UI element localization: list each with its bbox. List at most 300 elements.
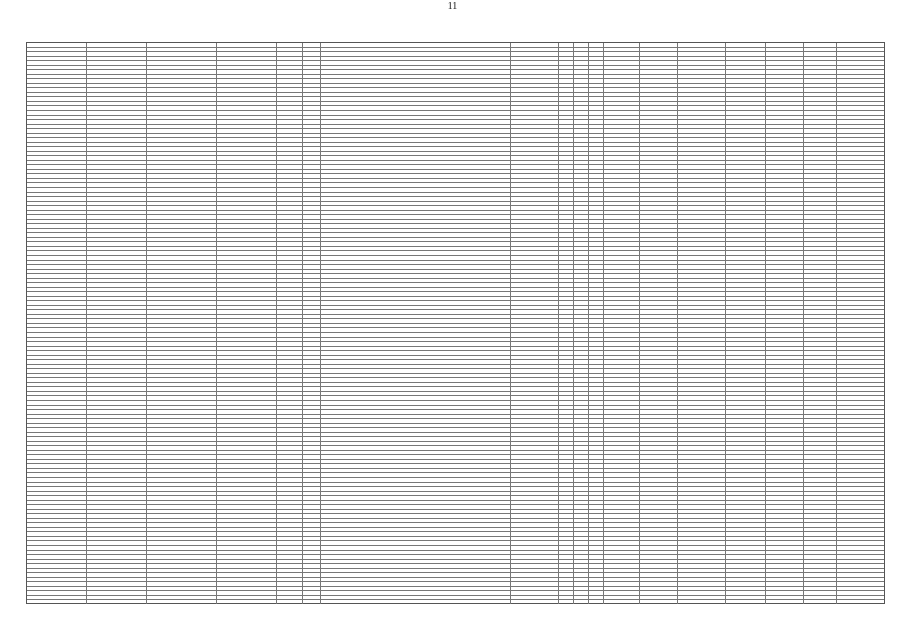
table-cell xyxy=(303,360,321,364)
table-cell xyxy=(217,120,277,124)
table-cell xyxy=(303,600,321,604)
table-cell xyxy=(559,560,574,564)
table-cell xyxy=(640,523,678,527)
table-cell xyxy=(640,147,678,151)
table-cell xyxy=(804,129,837,133)
table-cell xyxy=(837,442,884,446)
table-cell xyxy=(604,106,640,110)
table-cell xyxy=(147,451,217,455)
table-cell xyxy=(559,319,574,323)
table-cell xyxy=(640,111,678,115)
table-cell xyxy=(640,220,678,224)
table-cell xyxy=(589,487,604,491)
table-cell xyxy=(726,564,766,568)
table-cell xyxy=(147,541,217,545)
table-cell xyxy=(804,451,837,455)
table-cell xyxy=(87,433,147,437)
table-cell xyxy=(559,324,574,328)
table-cell xyxy=(589,338,604,342)
table-cell xyxy=(726,120,766,124)
table-cell xyxy=(277,541,303,545)
table-cell xyxy=(147,532,217,536)
table-cell xyxy=(726,492,766,496)
table-cell xyxy=(147,510,217,514)
table-cell xyxy=(303,483,321,487)
table-cell xyxy=(559,582,574,586)
table-cell xyxy=(678,442,726,446)
table-cell xyxy=(147,442,217,446)
table-cell xyxy=(804,61,837,65)
table-cell xyxy=(678,120,726,124)
table-cell xyxy=(678,265,726,269)
table-cell xyxy=(574,270,589,274)
table-cell xyxy=(604,437,640,441)
table-cell xyxy=(321,333,511,337)
table-cell xyxy=(604,70,640,74)
table-cell xyxy=(678,378,726,382)
table-cell xyxy=(87,52,147,56)
table-cell xyxy=(147,233,217,237)
table-cell xyxy=(87,460,147,464)
table-cell xyxy=(217,347,277,351)
table-cell xyxy=(277,147,303,151)
table-cell xyxy=(837,487,884,491)
table-cell xyxy=(640,415,678,419)
table-cell xyxy=(277,356,303,360)
table-cell xyxy=(678,233,726,237)
table-cell xyxy=(589,519,604,523)
table-cell xyxy=(804,179,837,183)
table-cell xyxy=(804,79,837,83)
table-cell xyxy=(640,88,678,92)
table-cell xyxy=(277,66,303,70)
table-cell xyxy=(277,424,303,428)
table-cell xyxy=(766,138,804,142)
table-cell xyxy=(559,487,574,491)
table-cell xyxy=(640,310,678,314)
table-cell xyxy=(511,410,559,414)
table-cell xyxy=(678,129,726,133)
table-cell xyxy=(804,202,837,206)
table-cell xyxy=(766,197,804,201)
table-cell xyxy=(726,315,766,319)
table-cell xyxy=(804,396,837,400)
table-cell xyxy=(640,483,678,487)
table-cell xyxy=(27,600,87,604)
table-cell xyxy=(804,401,837,405)
table-cell xyxy=(589,84,604,88)
table-cell xyxy=(604,156,640,160)
table-cell xyxy=(726,365,766,369)
table-cell xyxy=(147,478,217,482)
table-cell xyxy=(604,487,640,491)
table-cell xyxy=(147,52,217,56)
table-cell xyxy=(726,546,766,550)
table-cell xyxy=(147,97,217,101)
table-cell xyxy=(277,120,303,124)
table-cell xyxy=(640,283,678,287)
table-cell xyxy=(277,102,303,106)
table-cell xyxy=(217,483,277,487)
table-cell xyxy=(321,578,511,582)
table-cell xyxy=(804,419,837,423)
table-cell xyxy=(27,174,87,178)
table-cell xyxy=(640,156,678,160)
table-cell xyxy=(27,365,87,369)
table-cell xyxy=(678,301,726,305)
table-cell xyxy=(277,134,303,138)
table-cell xyxy=(559,310,574,314)
table-cell xyxy=(217,297,277,301)
table-cell xyxy=(589,455,604,459)
table-cell xyxy=(217,523,277,527)
table-cell xyxy=(217,247,277,251)
table-cell xyxy=(147,279,217,283)
table-cell xyxy=(559,97,574,101)
table-cell xyxy=(589,347,604,351)
table-cell xyxy=(640,120,678,124)
table-cell xyxy=(766,156,804,160)
table-cell xyxy=(559,428,574,432)
table-cell xyxy=(640,319,678,323)
table-cell xyxy=(559,442,574,446)
table-cell xyxy=(804,233,837,237)
table-cell xyxy=(147,75,217,79)
table-cell xyxy=(217,591,277,595)
table-cell xyxy=(589,251,604,255)
table-cell xyxy=(277,143,303,147)
table-cell xyxy=(27,220,87,224)
table-cell xyxy=(147,406,217,410)
table-cell xyxy=(726,84,766,88)
table-cell xyxy=(277,229,303,233)
table-cell xyxy=(804,183,837,187)
table-cell xyxy=(837,410,884,414)
table-cell xyxy=(321,360,511,364)
table-cell xyxy=(277,328,303,332)
table-cell xyxy=(321,541,511,545)
table-cell xyxy=(678,541,726,545)
table-cell xyxy=(321,125,511,129)
table-cell xyxy=(277,401,303,405)
table-cell xyxy=(217,233,277,237)
table-cell xyxy=(837,97,884,101)
table-cell xyxy=(574,292,589,296)
table-cell xyxy=(589,324,604,328)
table-cell xyxy=(678,451,726,455)
table-cell xyxy=(574,392,589,396)
table-cell xyxy=(87,564,147,568)
table-cell xyxy=(27,57,87,61)
table-cell xyxy=(147,410,217,414)
table-cell xyxy=(604,478,640,482)
table-cell xyxy=(87,483,147,487)
table-cell xyxy=(147,220,217,224)
table-cell xyxy=(321,143,511,147)
table-cell xyxy=(589,279,604,283)
table-cell xyxy=(726,333,766,337)
table-cell xyxy=(27,152,87,156)
table-cell xyxy=(303,424,321,428)
table-cell xyxy=(589,328,604,332)
table-cell xyxy=(726,319,766,323)
table-cell xyxy=(604,161,640,165)
table-cell xyxy=(87,596,147,600)
table-cell xyxy=(726,560,766,564)
table-cell xyxy=(604,460,640,464)
table-cell xyxy=(277,600,303,604)
table-cell xyxy=(511,84,559,88)
table-cell xyxy=(147,106,217,110)
table-cell xyxy=(217,551,277,555)
table-cell xyxy=(766,229,804,233)
table-cell xyxy=(604,66,640,70)
table-cell xyxy=(87,147,147,151)
table-cell xyxy=(559,555,574,559)
table-cell xyxy=(726,374,766,378)
table-cell xyxy=(678,469,726,473)
table-cell xyxy=(559,70,574,74)
table-cell xyxy=(640,333,678,337)
table-cell xyxy=(804,97,837,101)
table-cell xyxy=(217,351,277,355)
table-cell xyxy=(766,342,804,346)
table-cell xyxy=(837,501,884,505)
table-cell xyxy=(559,161,574,165)
table-cell xyxy=(574,306,589,310)
table-cell xyxy=(511,161,559,165)
table-cell xyxy=(804,297,837,301)
table-cell xyxy=(804,93,837,97)
table-cell xyxy=(321,242,511,246)
table-cell xyxy=(87,193,147,197)
table-cell xyxy=(589,156,604,160)
table-cell xyxy=(640,183,678,187)
table-cell xyxy=(27,324,87,328)
table-cell xyxy=(766,215,804,219)
table-cell xyxy=(217,97,277,101)
table-cell xyxy=(27,93,87,97)
table-cell xyxy=(678,528,726,532)
table-cell xyxy=(574,347,589,351)
table-cell xyxy=(640,451,678,455)
table-cell xyxy=(589,43,604,47)
table-cell xyxy=(766,283,804,287)
table-cell xyxy=(604,338,640,342)
table-cell xyxy=(589,369,604,373)
table-cell xyxy=(27,546,87,550)
table-cell xyxy=(321,75,511,79)
table-cell xyxy=(589,342,604,346)
table-cell xyxy=(321,496,511,500)
table-cell xyxy=(640,551,678,555)
table-cell xyxy=(147,188,217,192)
table-cell xyxy=(321,528,511,532)
table-cell xyxy=(87,324,147,328)
table-cell xyxy=(27,378,87,382)
table-cell xyxy=(574,319,589,323)
table-cell xyxy=(511,351,559,355)
table-cell xyxy=(604,532,640,536)
table-cell xyxy=(837,66,884,70)
table-cell xyxy=(303,387,321,391)
table-cell xyxy=(217,510,277,514)
table-cell xyxy=(303,519,321,523)
table-cell xyxy=(804,478,837,482)
table-cell xyxy=(303,347,321,351)
table-cell xyxy=(837,297,884,301)
table-cell xyxy=(217,469,277,473)
table-cell xyxy=(321,161,511,165)
table-cell xyxy=(726,288,766,292)
table-cell xyxy=(559,297,574,301)
table-cell xyxy=(217,396,277,400)
table-cell xyxy=(574,528,589,532)
table-cell xyxy=(678,369,726,373)
table-cell xyxy=(147,551,217,555)
table-cell xyxy=(217,315,277,319)
table-cell xyxy=(27,596,87,600)
table-cell xyxy=(604,510,640,514)
table-cell xyxy=(147,156,217,160)
table-cell xyxy=(640,492,678,496)
table-cell xyxy=(678,374,726,378)
table-cell xyxy=(147,464,217,468)
table-cell xyxy=(27,270,87,274)
table-cell xyxy=(604,274,640,278)
table-cell xyxy=(559,274,574,278)
table-cell xyxy=(589,428,604,432)
table-cell xyxy=(678,428,726,432)
table-cell xyxy=(321,97,511,101)
table-cell xyxy=(217,537,277,541)
table-cell xyxy=(574,152,589,156)
table-cell xyxy=(511,551,559,555)
table-cell xyxy=(766,338,804,342)
table-cell xyxy=(217,143,277,147)
table-cell xyxy=(837,600,884,604)
table-cell xyxy=(574,442,589,446)
table-cell xyxy=(640,61,678,65)
table-cell xyxy=(559,206,574,210)
table-cell xyxy=(217,514,277,518)
table-cell xyxy=(640,224,678,228)
table-cell xyxy=(217,460,277,464)
table-cell xyxy=(574,188,589,192)
table-cell xyxy=(27,292,87,296)
table-cell xyxy=(766,88,804,92)
table-cell xyxy=(147,161,217,165)
table-cell xyxy=(559,537,574,541)
table-cell xyxy=(559,233,574,237)
table-cell xyxy=(87,469,147,473)
table-cell xyxy=(804,546,837,550)
table-cell xyxy=(726,406,766,410)
table-cell xyxy=(147,297,217,301)
table-cell xyxy=(217,519,277,523)
table-cell xyxy=(678,569,726,573)
table-cell xyxy=(766,102,804,106)
table-cell xyxy=(574,356,589,360)
table-cell xyxy=(604,501,640,505)
table-cell xyxy=(726,70,766,74)
table-cell xyxy=(604,61,640,65)
table-cell xyxy=(559,220,574,224)
table-cell xyxy=(147,125,217,129)
table-cell xyxy=(303,279,321,283)
table-cell xyxy=(303,410,321,414)
table-cell xyxy=(726,138,766,142)
table-cell xyxy=(303,383,321,387)
table-cell xyxy=(589,206,604,210)
table-cell xyxy=(804,501,837,505)
table-cell xyxy=(726,106,766,110)
table-cell xyxy=(321,84,511,88)
table-cell xyxy=(574,564,589,568)
table-cell xyxy=(559,460,574,464)
table-cell xyxy=(303,215,321,219)
table-cell xyxy=(147,242,217,246)
table-cell xyxy=(27,351,87,355)
table-cell xyxy=(726,161,766,165)
table-cell xyxy=(837,324,884,328)
table-cell xyxy=(559,469,574,473)
table-cell xyxy=(574,116,589,120)
table-cell xyxy=(604,179,640,183)
table-cell xyxy=(589,401,604,405)
table-cell xyxy=(837,301,884,305)
table-cell xyxy=(766,519,804,523)
table-cell xyxy=(27,419,87,423)
table-cell xyxy=(804,551,837,555)
table-cell xyxy=(766,134,804,138)
table-cell xyxy=(726,143,766,147)
table-cell xyxy=(511,510,559,514)
table-cell xyxy=(321,147,511,151)
table-cell xyxy=(804,170,837,174)
table-cell xyxy=(27,591,87,595)
table-cell xyxy=(511,564,559,568)
table-cell xyxy=(604,283,640,287)
table-cell xyxy=(303,582,321,586)
table-cell xyxy=(511,88,559,92)
table-cell xyxy=(640,301,678,305)
table-cell xyxy=(604,261,640,265)
table-cell xyxy=(87,455,147,459)
table-cell xyxy=(604,387,640,391)
table-cell xyxy=(87,415,147,419)
table-cell xyxy=(837,75,884,79)
table-cell xyxy=(726,514,766,518)
table-cell xyxy=(574,310,589,314)
table-cell xyxy=(574,591,589,595)
table-cell xyxy=(559,170,574,174)
table-cell xyxy=(303,170,321,174)
table-cell xyxy=(574,261,589,265)
table-cell xyxy=(147,274,217,278)
table-cell xyxy=(277,297,303,301)
table-cell xyxy=(217,582,277,586)
table-cell xyxy=(574,410,589,414)
table-cell xyxy=(559,242,574,246)
table-cell xyxy=(604,97,640,101)
table-cell xyxy=(559,446,574,450)
table-cell xyxy=(804,342,837,346)
table-cell xyxy=(574,43,589,47)
table-cell xyxy=(804,464,837,468)
table-cell xyxy=(804,48,837,52)
table-cell xyxy=(559,102,574,106)
